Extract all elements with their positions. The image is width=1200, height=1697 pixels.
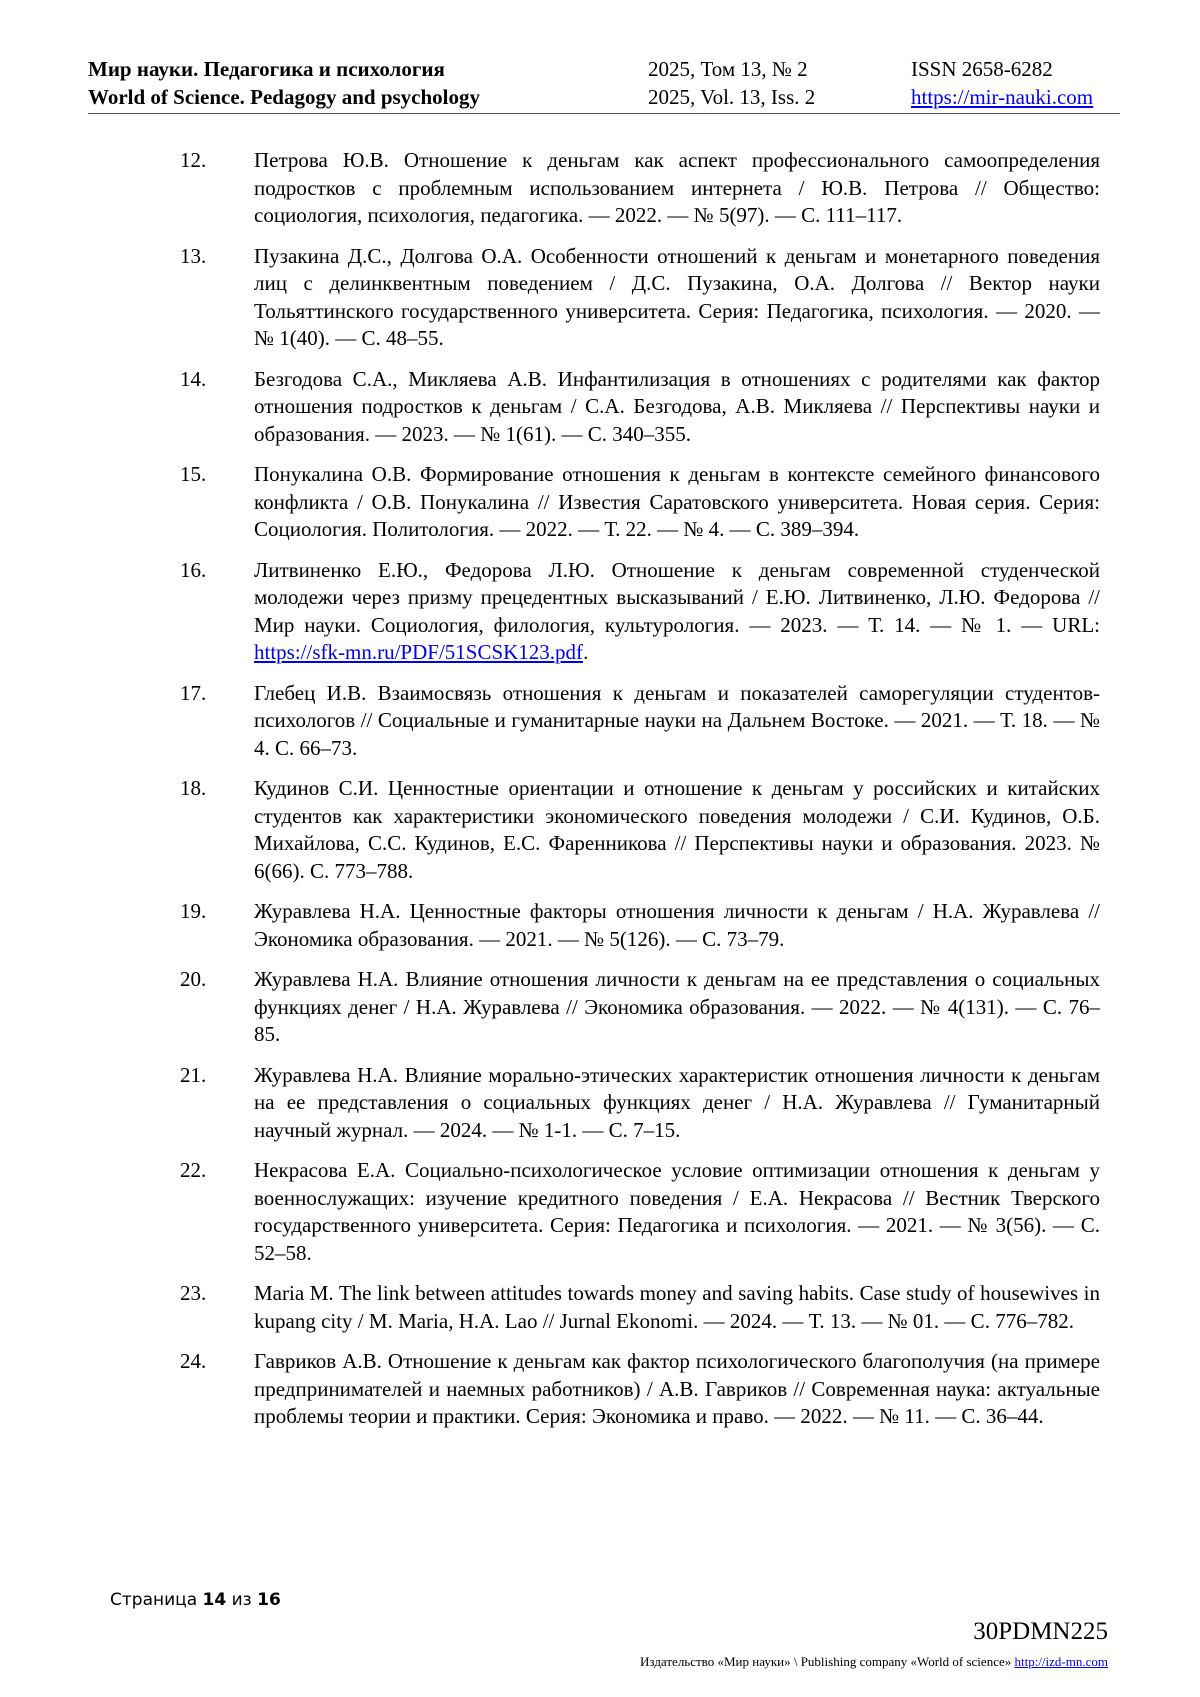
reference-number: 16.	[180, 557, 207, 582]
page-total: 16	[257, 1590, 281, 1610]
reference-item	[180, 461, 1100, 544]
reference-text: Maria M. The link between attitudes towards money and saving habits. Case study of housewives in kupang city / M. Maria, H.A. Lao // Jurnal Ekonomi. — 2024. — Т. 13. — № 01. — С. 776–782.	[254, 1281, 1100, 1333]
reference-text: Пузакина Д.С., Долгова О.А. Особенности отношений к деньгам и монетарного поведения лиц с делинквентным поведением / Д.С. Пузакина, О.А. Долгова // Вектор науки Тольяттинского государственного университета. Серия: Педагогика, психология. — 2020. — № 1(40). — С. 48–55.	[254, 243, 1100, 350]
page-counter	[110, 1590, 281, 1610]
reference-number: 19.	[180, 899, 207, 923]
article-code: 30PDMN225	[973, 1618, 1108, 1645]
issn: ISSN 2658-6282	[911, 57, 1053, 81]
reference-item	[180, 1157, 1100, 1267]
reference-item	[180, 1348, 1100, 1431]
reference-number: 12.	[180, 148, 207, 172]
volume-info	[648, 55, 815, 111]
volume-ru: 2025, Том 13, № 2	[648, 57, 808, 81]
reference-item	[180, 243, 1100, 353]
reference-text-body: Литвиненко Е.Ю., Федорова Л.Ю. Отношение к деньгам современной студенческой молодежи через призму прецедентных высказываний / Е.Ю. Литвиненко, Л.Ю. Федорова // Мир науки. Социология, филология, культурология. — 2023. — Т. 14. — № 1. — URL:	[254, 557, 1100, 637]
publisher-link[interactable]: http://izd-mn.com	[1014, 1654, 1108, 1669]
journal-site-link[interactable]: https://mir-nauki.com	[911, 85, 1094, 109]
publisher-text: Издательство «Мир науки» \ Publishing company «World of science»	[640, 1654, 1012, 1669]
reference-text: Гавриков А.В. Отношение к деньгам как фактор психологического благополучия (на примере предпринимателей и наемных работников) / А.В. Гавриков // Современная наука: актуальные проблемы теории и практики. Серия: Экономика и право. — 2022. — № 11. — С. 36–44.	[254, 1349, 1100, 1428]
reference-number: 22.	[180, 1158, 207, 1182]
reference-url-link[interactable]: https://sfk-mn.ru/PDF/51SCSK123.pdf	[254, 640, 584, 664]
reference-text: Глебец И.В. Взаимосвязь отношения к деньгам и показателей саморегуляции студентов-психологов // Социальные и гуманитарные науки на Дальнем Востоке. — 2021. — Т. 18. — № 4. С. 66–73.	[254, 680, 1100, 760]
journal-title-ru: Мир науки. Педагогика и психология	[88, 57, 445, 81]
reference-number: 15.	[180, 462, 207, 486]
reference-number: 23.	[180, 1281, 207, 1305]
reference-item	[180, 680, 1100, 763]
reference-item	[180, 557, 1100, 667]
reference-text: Петрова Ю.В. Отношение к деньгам как аспект профессионального самоопределения подростков с проблемным использованием интернета / Ю.В. Петрова // Общество: социология, психология, педагогика. — 2022. — № 5(97). — С. 111–117.	[254, 148, 1100, 227]
reference-number: 17.	[180, 680, 207, 705]
volume-en: 2025, Vol. 13, Iss. 2	[648, 85, 816, 109]
reference-number: 13.	[180, 243, 207, 268]
publisher-line	[640, 1654, 1108, 1670]
reference-number: 20.	[180, 967, 207, 991]
page-header	[88, 55, 1120, 114]
reference-item	[180, 1280, 1100, 1335]
reference-number: 24.	[180, 1349, 207, 1373]
reference-text: Некрасова Е.А. Социально-психологическое условие оптимизации отношения к деньгам у военнослужащих: изучение кредитного поведения / Е.А. Некрасова // Вестник Тверского государственного университета. Серия: Педагогика и психология. — 2021. — № 3(56). — С. 52–58.	[254, 1158, 1100, 1265]
reference-text-tail: .	[583, 640, 589, 664]
reference-text: Понукалина О.В. Формирование отношения к деньгам в контексте семейного финансового конфликта / О.В. Понукалина // Известия Саратовского университета. Новая серия. Серия: Социология. Политология. — 2022. — Т. 22. — № 4. — С. 389–394.	[254, 462, 1100, 541]
reference-number: 14.	[180, 366, 207, 391]
reference-list	[180, 147, 1100, 1444]
reference-text: Журавлева Н.А. Ценностные факторы отношения личности к деньгам / Н.А. Журавлева // Экономика образования. — 2021. — № 5(126). — С. 73–79.	[254, 899, 1100, 951]
reference-item	[180, 775, 1100, 885]
reference-item	[180, 1062, 1100, 1145]
page-current: 14	[202, 1590, 227, 1610]
journal-title	[88, 55, 480, 111]
reference-item	[180, 966, 1100, 1049]
page-counter-sep: из	[231, 1590, 252, 1610]
reference-text: Журавлева Н.А. Влияние морально-этических характеристик отношения личности к деньгам на ее представления о социальных функциях денег / Н.А. Журавлева // Гуманитарный научный журнал. — 2024. — № 1-1. — С. 7–15.	[254, 1062, 1100, 1142]
reference-text	[254, 557, 1100, 667]
reference-number: 21.	[180, 1062, 207, 1087]
journal-title-en: World of Science. Pedagogy and psychology	[88, 85, 481, 109]
page-counter-prefix: Страница	[110, 1590, 198, 1610]
reference-item	[180, 366, 1100, 449]
issn-block	[911, 55, 1093, 111]
reference-item	[180, 898, 1100, 953]
reference-number: 18.	[180, 776, 207, 800]
reference-text: Безгодова С.А., Микляева А.В. Инфантилизация в отношениях с родителями как фактор отношения подростков к деньгам / С.А. Безгодова, А.В. Микляева // Перспективы науки и образования. — 2023. — № 1(61). — С. 340–355.	[254, 366, 1100, 446]
reference-text: Кудинов С.И. Ценностные ориентации и отношение к деньгам у российских и китайских студентов как характеристики экономического поведения молодежи / С.И. Кудинов, О.Б. Михайлова, С.С. Кудинов, Е.С. Фаренникова // Перспективы науки и образования. 2023. № 6(66). С. 773–788.	[254, 776, 1100, 883]
reference-item	[180, 147, 1100, 230]
reference-text: Журавлева Н.А. Влияние отношения личности к деньгам на ее представления о социальных функциях денег / Н.А. Журавлева // Экономика образования. — 2022. — № 4(131). — С. 76–85.	[254, 967, 1100, 1046]
